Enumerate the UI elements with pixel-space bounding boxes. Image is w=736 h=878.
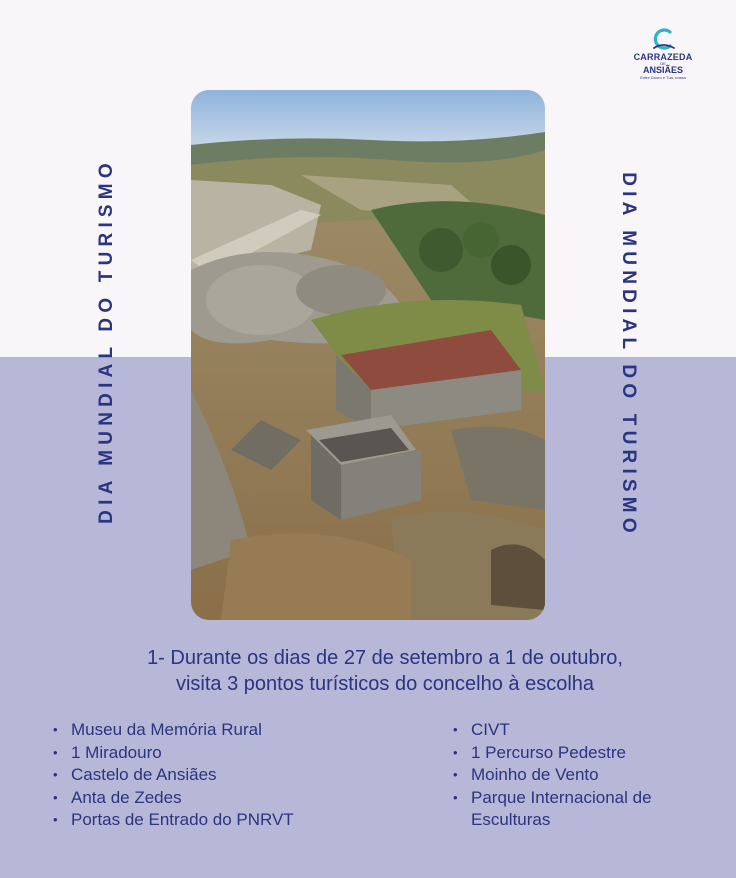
list-item: • 1 Percurso Pedestre: [453, 742, 693, 765]
brand-logo: [630, 28, 696, 88]
list-item: • Castelo de Ansiães: [53, 764, 383, 787]
list-item: • Museu da Memória Rural: [53, 719, 383, 742]
logo-text-line1: CARRAZEDA: [633, 52, 693, 62]
logo-tagline: Entre Douro e Tua, nossa: [640, 75, 686, 80]
castle-aerial-photo: [191, 90, 545, 620]
castle-photo-illustration: [191, 90, 545, 620]
list-item: • Portas de Entrado do PNRVT: [53, 809, 383, 832]
list-item: • Moinho de Vento: [453, 764, 693, 787]
attractions-list-left: [53, 719, 383, 832]
attractions-list-right: [453, 719, 693, 832]
headline: [60, 645, 710, 697]
vertical-title-left: DIA MUNDIAL DO TURISMO: [96, 158, 117, 524]
logo-mark-icon: [650, 28, 676, 52]
headline-line1: 1- Durante os dias de 27 de setembro a 1 de outubro,: [147, 647, 623, 669]
headline-line2: visita 3 pontos turísticos do concelho à escolha: [175, 673, 595, 695]
list-item: • Anta de Zedes: [53, 787, 383, 810]
list-item: • 1 Miradouro: [53, 742, 383, 765]
vertical-title-right: DIA MUNDIAL DO TURISMO: [618, 172, 639, 538]
logo-text-line2: ANSIÃES: [642, 65, 683, 75]
list-item: • Parque Internacional de Esculturas: [453, 787, 693, 832]
logo-text-de: DE: [660, 61, 666, 66]
list-item: • CIVT: [453, 719, 693, 742]
